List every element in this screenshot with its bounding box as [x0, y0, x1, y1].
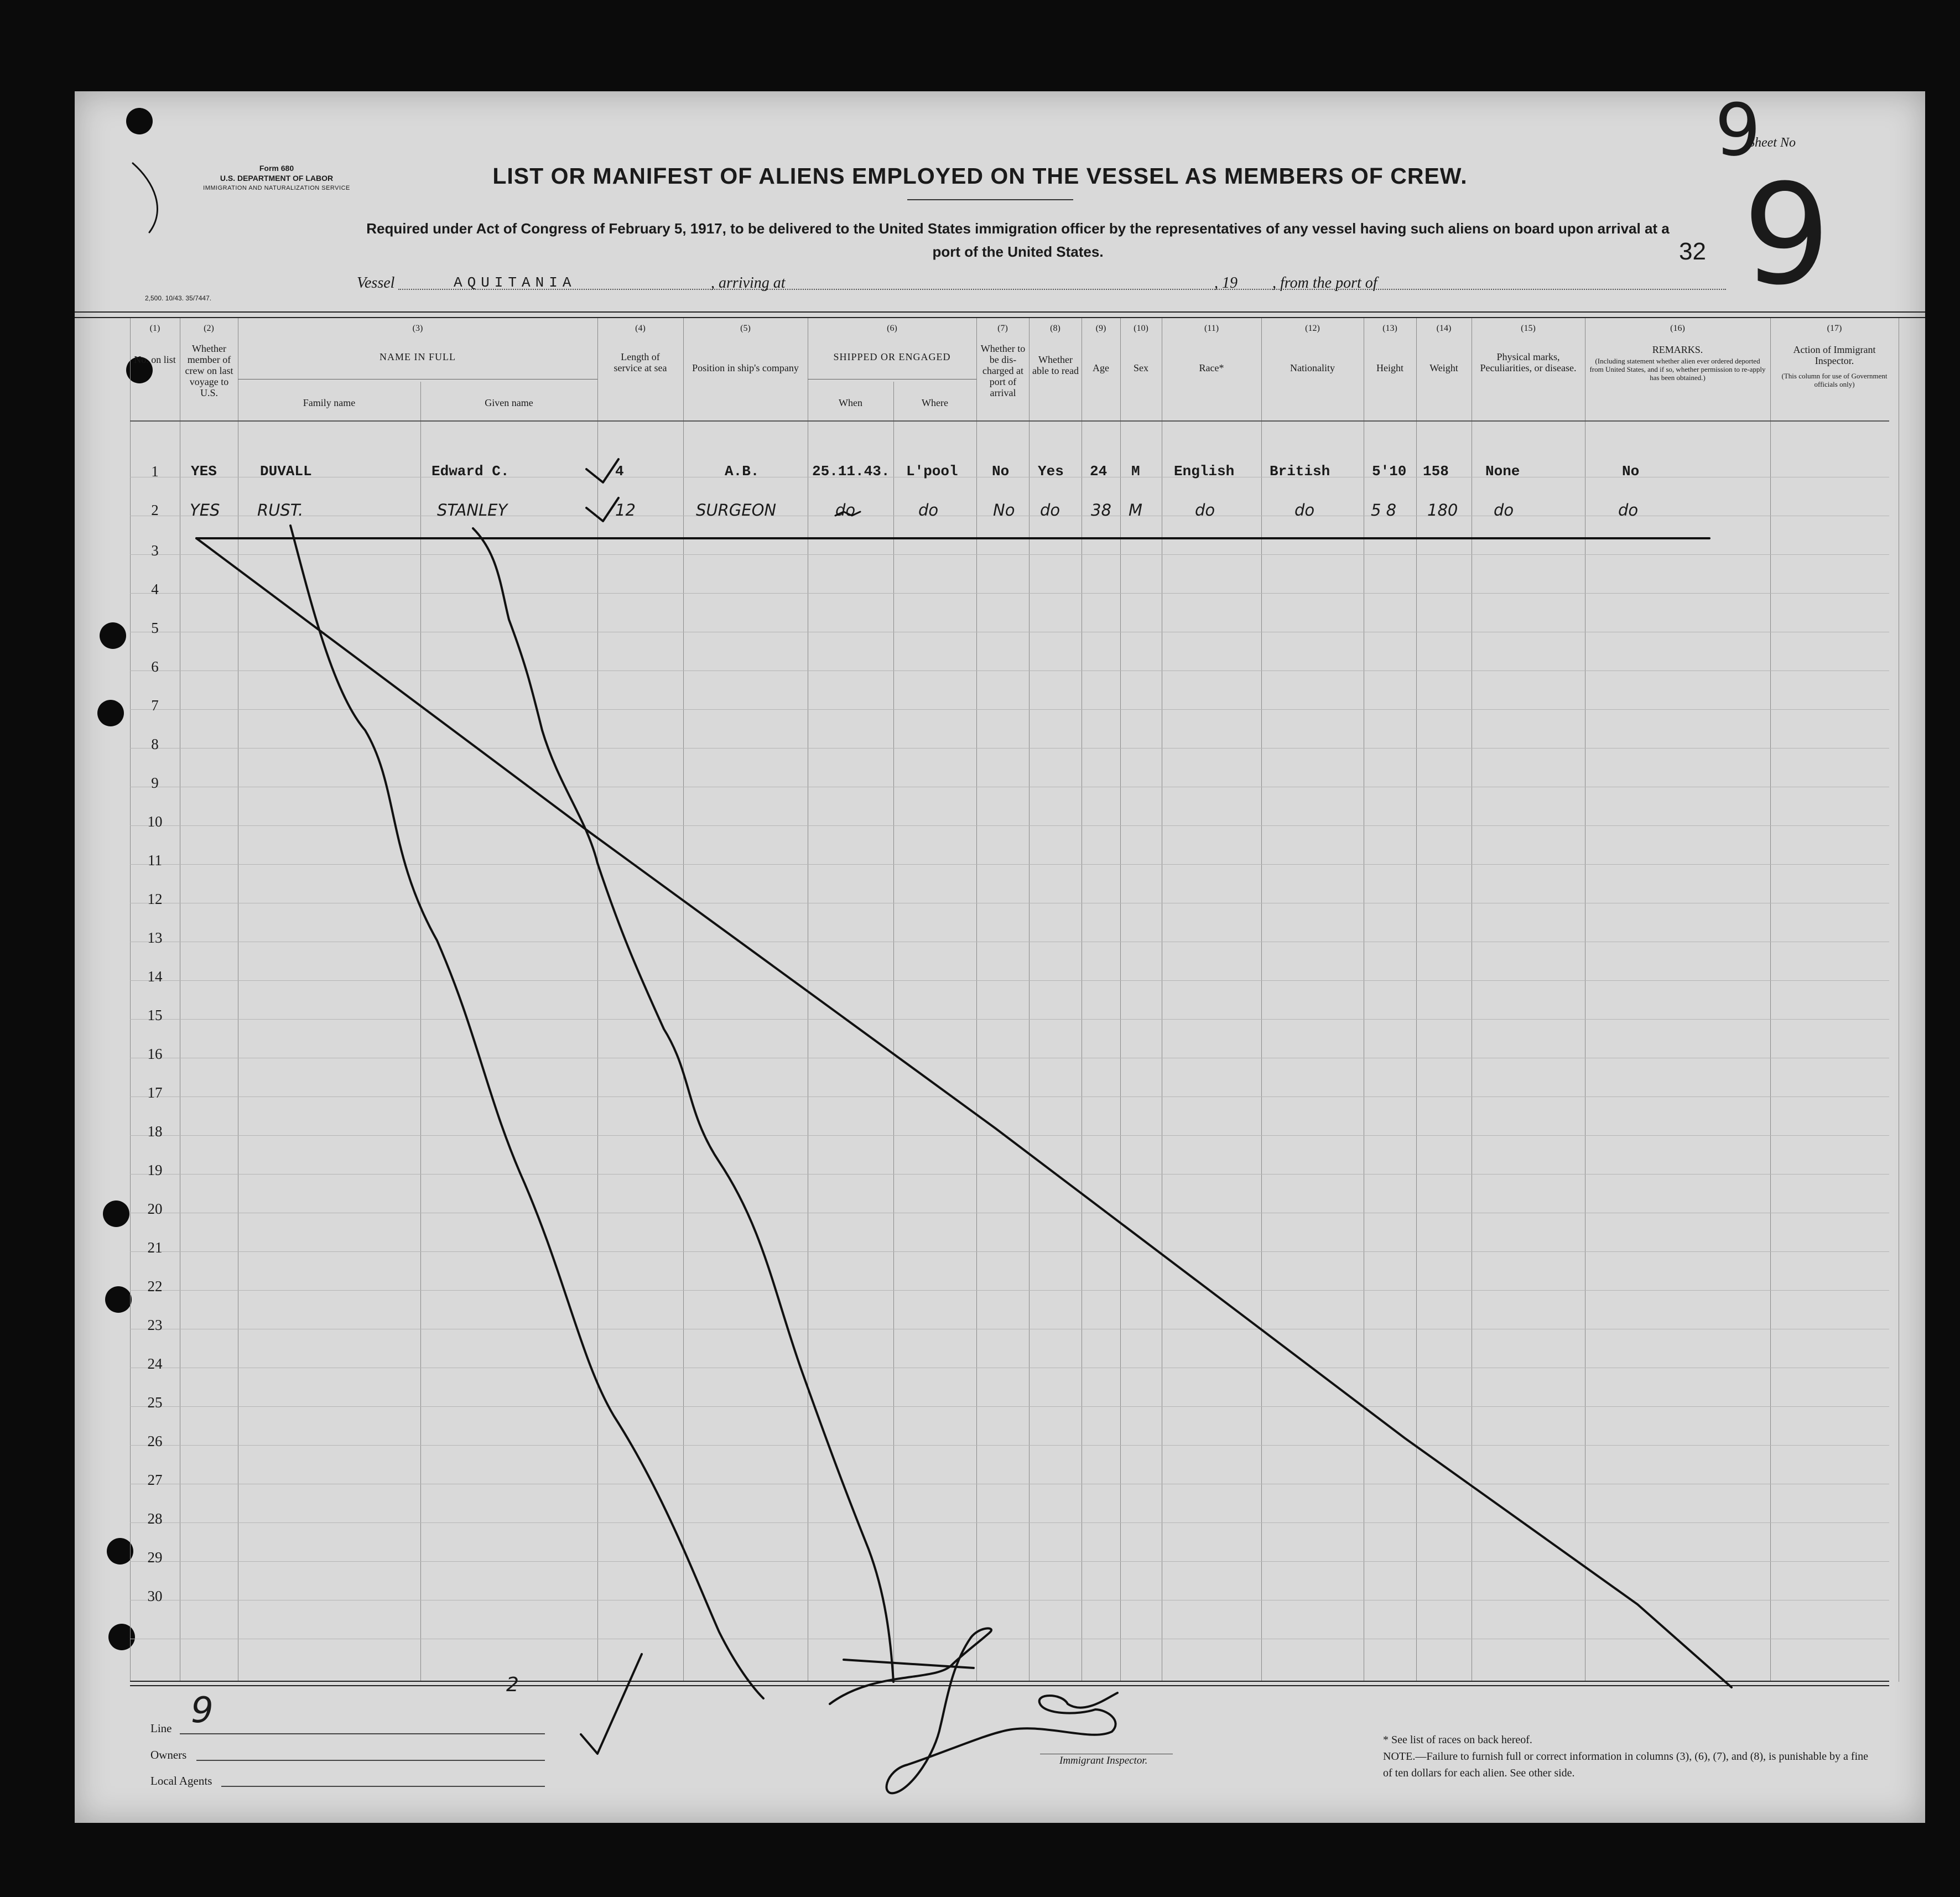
row-number: 23	[147, 1317, 163, 1333]
footer-rule	[130, 1681, 1889, 1686]
column-number: (14)	[1436, 324, 1452, 333]
punch-hole	[105, 1286, 132, 1313]
row-number: 15	[147, 1007, 163, 1023]
line-label: Line	[150, 1722, 172, 1735]
row-number: 5	[151, 620, 159, 636]
column-number: (2)	[204, 324, 214, 333]
cell-physical-marks: None	[1485, 463, 1520, 480]
column-number: (4)	[635, 324, 646, 333]
remarks-note: (Including statement whether alien ever ordered deported from United States, and if so, whether permission to re-apply has been obtained.)	[1589, 357, 1766, 382]
column-header-where: Where	[922, 397, 948, 408]
row-number: 18	[147, 1123, 163, 1140]
column-number: (10)	[1134, 324, 1148, 333]
column-number: (16)	[1670, 324, 1685, 333]
column-number: (13)	[1382, 324, 1397, 333]
row-number: 11	[148, 852, 162, 869]
cell-given-name: Edward C.	[431, 463, 510, 480]
row-number: 26	[147, 1433, 163, 1449]
printer-code: 2,500. 10/43. 35/7447.	[145, 294, 212, 302]
column-number: (11)	[1204, 324, 1219, 333]
races-note: * See list of races on back hereof.	[1383, 1734, 1532, 1746]
vessel-name: AQUITANIA	[454, 274, 576, 291]
column-header-family-name: Family name	[303, 397, 356, 408]
year-label: , 19	[1214, 274, 1238, 292]
cell-when: do	[835, 501, 856, 519]
row-number: 17	[147, 1084, 163, 1101]
column-number: (7)	[997, 324, 1008, 333]
printed-sheet-number: 32	[1679, 238, 1706, 265]
column-header-when: When	[839, 397, 862, 408]
row-number: 6	[151, 658, 159, 675]
column-header-shipped-or-engaged: SHIPPED OR ENGAGED	[833, 351, 951, 362]
sheet-number-label: Sheet No	[1748, 136, 1796, 150]
footnote	[1383, 1732, 1870, 1781]
row-number: 24	[147, 1355, 163, 1372]
cell-discharged: No	[993, 501, 1015, 519]
cell-height: 5 8	[1371, 501, 1397, 519]
column-header-remarks: REMARKS.	[1652, 344, 1703, 355]
column-number: (5)	[740, 324, 751, 333]
cell-discharged: No	[992, 463, 1010, 480]
row-number: 27	[147, 1472, 163, 1488]
column-number: (1)	[149, 324, 160, 333]
punch-hole	[100, 622, 126, 649]
handwritten-large-number: 9	[1743, 154, 1831, 315]
cell-given-name: STANLEY	[437, 501, 508, 519]
column-header-height: Height	[1376, 362, 1403, 373]
row-number: 8	[151, 736, 159, 752]
column-header-given-name: Given name	[485, 397, 533, 408]
page-title: LIST OR MANIFEST OF ALIENS EMPLOYED ON THE VESSEL AS MEMBERS OF CREW.	[492, 163, 1468, 189]
cell-family-name: RUST.	[257, 501, 304, 519]
column-number: (6)	[887, 324, 897, 333]
row-number: 7	[151, 697, 159, 714]
form-number: Form 680	[259, 164, 294, 173]
row-number: 29	[147, 1549, 163, 1566]
cell-length-of-service: 12	[615, 501, 636, 519]
service-name: IMMIGRATION AND NATURALIZATION SERVICE	[203, 185, 350, 191]
row-number: 21	[147, 1239, 163, 1256]
column-header-weight: Weight	[1429, 362, 1458, 373]
handwritten-sheet-number: 9	[1715, 88, 1761, 172]
cell-age: 38	[1091, 501, 1111, 519]
column-header-nationality: Nationality	[1290, 362, 1335, 373]
cell-position: A.B.	[725, 463, 760, 480]
cell-where: do	[918, 501, 939, 519]
column-header-age: Age	[1093, 362, 1109, 373]
row-number: 16	[147, 1046, 163, 1062]
cell-member: YES	[190, 501, 220, 519]
row-number: 25	[147, 1394, 163, 1411]
cell-length-of-service: 4	[615, 463, 624, 480]
port-label: , from the port of	[1272, 274, 1377, 292]
column-header-no-on-list: No. on list	[134, 354, 176, 365]
column-header-able-to-read: Whether able to read	[1032, 354, 1079, 376]
punch-hole	[107, 1538, 133, 1565]
cell-age: 24	[1090, 463, 1108, 480]
cell-member: YES	[191, 463, 217, 480]
department-name: U.S. DEPARTMENT OF LABOR	[220, 174, 334, 183]
cell-sex: M	[1131, 463, 1140, 480]
cell-remarks: No	[1622, 463, 1640, 480]
vessel-line-rule	[398, 289, 1726, 290]
header-bottom-rule	[130, 420, 1889, 422]
cell-when: 25.11.43.	[812, 463, 890, 480]
column-header-position: Position in ship's company	[692, 362, 799, 373]
punch-hole	[108, 1624, 135, 1650]
column-header-sex: Sex	[1134, 362, 1148, 373]
column-number: (8)	[1050, 324, 1060, 333]
row-number: 30	[147, 1588, 163, 1604]
row-number: 10	[147, 813, 163, 830]
punch-hole	[97, 700, 124, 726]
column-number: (9)	[1095, 324, 1106, 333]
cell-remarks: do	[1618, 501, 1639, 519]
cell-physical-marks: do	[1494, 501, 1514, 519]
row-number: 2	[151, 502, 159, 518]
inspector-label: Immigrant Inspector.	[1059, 1755, 1148, 1766]
header-rule	[75, 311, 1925, 318]
cell-where: L'pool	[906, 463, 958, 480]
column-header-physical-marks: Physical marks, Peculiarities, or disease.	[1480, 351, 1577, 373]
row-number: 28	[147, 1510, 163, 1527]
punch-hole	[103, 1200, 129, 1227]
cell-sex: M	[1129, 501, 1143, 519]
row-number: 20	[147, 1200, 163, 1217]
cell-weight: 158	[1423, 463, 1449, 480]
vessel-label: Vessel	[357, 274, 395, 292]
cell-able-to-read: do	[1040, 501, 1060, 519]
row-number: 9	[151, 775, 159, 791]
row-number: 12	[147, 891, 163, 907]
local-agents-label: Local Agents	[150, 1774, 212, 1787]
cell-nationality: do	[1294, 501, 1315, 519]
row-number: 4	[151, 581, 159, 597]
column-header-to-be-discharged: Whether to be dis-charged at port of arrival	[980, 343, 1026, 398]
punch-hole	[126, 108, 153, 134]
inspector-note: (This column for use of Government officials only)	[1781, 372, 1888, 388]
owners-label: Owners	[150, 1748, 187, 1761]
column-number: (17)	[1827, 324, 1842, 333]
row-number: 19	[147, 1162, 163, 1178]
column-header-race: Race*	[1199, 362, 1224, 373]
cell-able-to-read: Yes	[1038, 463, 1064, 480]
row-number: 1	[151, 463, 159, 480]
cell-race: English	[1174, 463, 1235, 480]
column-number: (3)	[412, 324, 423, 333]
column-header-inspector-action: Action of Immigrant Inspector.	[1793, 344, 1876, 366]
arriving-label: , arriving at	[711, 274, 786, 292]
cell-position: SURGEON	[696, 501, 777, 519]
row-number: 13	[147, 929, 163, 946]
row-number: 3	[151, 542, 159, 559]
cell-weight: 180	[1427, 501, 1458, 519]
column-header-length-of-service: Length of service at sea	[614, 351, 667, 373]
count-mark: 2	[506, 1673, 519, 1696]
column-number: (12)	[1305, 324, 1320, 333]
cell-nationality: British	[1270, 463, 1330, 480]
row-number: 14	[147, 968, 163, 985]
cell-race: do	[1195, 501, 1215, 519]
line-value: 9	[191, 1690, 214, 1731]
row-number: 22	[147, 1278, 163, 1295]
page-subtitle: Required under Act of Congress of February 5, 1917, to be delivered to the United States immigration officer by the representatives of any vessel having such aliens on board upon arrival at a port of the United States.	[366, 220, 1670, 260]
cell-height: 5'10	[1372, 463, 1407, 480]
cell-family-name: DUVALL	[260, 463, 312, 480]
title-underline	[907, 199, 1073, 200]
column-header-name-in-full: NAME IN FULL	[379, 351, 456, 362]
column-header-member-of-crew: Whether member of crew on last voyage to U.S.	[185, 343, 233, 398]
column-number: (15)	[1521, 324, 1536, 333]
penalty-note: NOTE.—Failure to furnish full or correct information in columns (3), (6), (7), and (8), is punishable by a fine of ten dollars for each alien. See other side.	[1383, 1750, 1869, 1779]
